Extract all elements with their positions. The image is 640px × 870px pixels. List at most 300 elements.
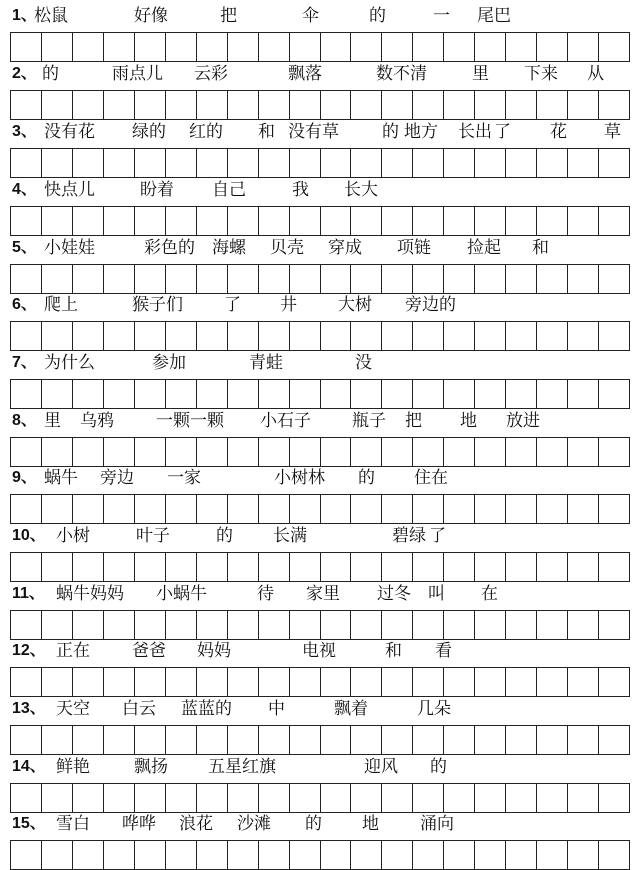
- writing-cell[interactable]: [259, 841, 290, 869]
- writing-cell[interactable]: [537, 841, 568, 869]
- writing-cell[interactable]: [166, 668, 197, 696]
- writing-cell[interactable]: [104, 841, 135, 869]
- writing-cell[interactable]: [321, 207, 352, 235]
- writing-cell[interactable]: [42, 841, 73, 869]
- writing-cell[interactable]: [351, 841, 382, 869]
- writing-cell[interactable]: [382, 726, 413, 754]
- writing-cell[interactable]: [42, 611, 73, 639]
- writing-cell[interactable]: [506, 380, 537, 408]
- writing-cell[interactable]: [104, 668, 135, 696]
- writing-cell[interactable]: [444, 495, 475, 523]
- writing-cell[interactable]: [475, 553, 506, 581]
- writing-cell[interactable]: [73, 91, 104, 119]
- writing-cell[interactable]: [166, 207, 197, 235]
- writing-cell[interactable]: [228, 265, 259, 293]
- writing-cell[interactable]: [351, 726, 382, 754]
- writing-cell[interactable]: [42, 91, 73, 119]
- writing-cell[interactable]: [259, 438, 290, 466]
- writing-cell[interactable]: [11, 149, 42, 177]
- writing-cell[interactable]: [290, 784, 321, 812]
- writing-cell[interactable]: [42, 668, 73, 696]
- writing-grid[interactable]: [10, 264, 630, 294]
- writing-cell[interactable]: [321, 380, 352, 408]
- writing-cell[interactable]: [506, 495, 537, 523]
- writing-cell[interactable]: [73, 380, 104, 408]
- writing-cell[interactable]: [599, 553, 630, 581]
- writing-cell[interactable]: [290, 149, 321, 177]
- writing-cell[interactable]: [568, 207, 599, 235]
- writing-cell[interactable]: [11, 322, 42, 350]
- writing-cell[interactable]: [475, 207, 506, 235]
- writing-cell[interactable]: [475, 726, 506, 754]
- writing-cell[interactable]: [382, 207, 413, 235]
- writing-cell[interactable]: [475, 668, 506, 696]
- writing-cell[interactable]: [197, 322, 228, 350]
- writing-cell[interactable]: [228, 553, 259, 581]
- writing-cell[interactable]: [259, 784, 290, 812]
- writing-cell[interactable]: [599, 726, 630, 754]
- writing-cell[interactable]: [11, 438, 42, 466]
- writing-cell[interactable]: [475, 495, 506, 523]
- writing-cell[interactable]: [413, 33, 444, 61]
- writing-cell[interactable]: [382, 841, 413, 869]
- writing-cell[interactable]: [11, 207, 42, 235]
- writing-cell[interactable]: [104, 265, 135, 293]
- writing-cell[interactable]: [197, 784, 228, 812]
- writing-cell[interactable]: [197, 726, 228, 754]
- writing-cell[interactable]: [599, 784, 630, 812]
- writing-cell[interactable]: [475, 33, 506, 61]
- writing-cell[interactable]: [259, 322, 290, 350]
- writing-cell[interactable]: [599, 265, 630, 293]
- writing-cell[interactable]: [599, 207, 630, 235]
- writing-cell[interactable]: [259, 726, 290, 754]
- writing-cell[interactable]: [135, 841, 166, 869]
- writing-cell[interactable]: [259, 553, 290, 581]
- writing-cell[interactable]: [259, 668, 290, 696]
- writing-cell[interactable]: [73, 438, 104, 466]
- writing-cell[interactable]: [11, 668, 42, 696]
- writing-cell[interactable]: [166, 611, 197, 639]
- writing-cell[interactable]: [166, 495, 197, 523]
- writing-cell[interactable]: [351, 495, 382, 523]
- writing-cell[interactable]: [259, 495, 290, 523]
- writing-cell[interactable]: [290, 91, 321, 119]
- writing-cell[interactable]: [351, 265, 382, 293]
- writing-cell[interactable]: [351, 33, 382, 61]
- writing-cell[interactable]: [568, 841, 599, 869]
- writing-cell[interactable]: [351, 438, 382, 466]
- writing-cell[interactable]: [568, 784, 599, 812]
- writing-cell[interactable]: [42, 265, 73, 293]
- writing-cell[interactable]: [568, 380, 599, 408]
- writing-grid[interactable]: [10, 206, 630, 236]
- writing-cell[interactable]: [475, 149, 506, 177]
- writing-cell[interactable]: [413, 322, 444, 350]
- writing-cell[interactable]: [537, 322, 568, 350]
- writing-cell[interactable]: [444, 91, 475, 119]
- writing-cell[interactable]: [259, 149, 290, 177]
- writing-cell[interactable]: [506, 553, 537, 581]
- writing-cell[interactable]: [568, 322, 599, 350]
- writing-cell[interactable]: [228, 668, 259, 696]
- writing-cell[interactable]: [537, 265, 568, 293]
- writing-cell[interactable]: [166, 91, 197, 119]
- writing-cell[interactable]: [413, 784, 444, 812]
- writing-cell[interactable]: [259, 265, 290, 293]
- writing-cell[interactable]: [382, 265, 413, 293]
- writing-cell[interactable]: [166, 438, 197, 466]
- writing-cell[interactable]: [413, 207, 444, 235]
- writing-cell[interactable]: [290, 841, 321, 869]
- writing-cell[interactable]: [413, 149, 444, 177]
- writing-cell[interactable]: [444, 553, 475, 581]
- writing-cell[interactable]: [382, 33, 413, 61]
- writing-cell[interactable]: [228, 726, 259, 754]
- writing-cell[interactable]: [73, 33, 104, 61]
- writing-cell[interactable]: [321, 726, 352, 754]
- writing-cell[interactable]: [506, 668, 537, 696]
- writing-cell[interactable]: [135, 91, 166, 119]
- writing-cell[interactable]: [568, 553, 599, 581]
- writing-cell[interactable]: [73, 207, 104, 235]
- writing-cell[interactable]: [321, 841, 352, 869]
- writing-cell[interactable]: [382, 668, 413, 696]
- writing-cell[interactable]: [599, 149, 630, 177]
- writing-cell[interactable]: [351, 207, 382, 235]
- writing-cell[interactable]: [73, 668, 104, 696]
- writing-cell[interactable]: [228, 322, 259, 350]
- writing-cell[interactable]: [135, 265, 166, 293]
- writing-cell[interactable]: [413, 380, 444, 408]
- writing-cell[interactable]: [104, 784, 135, 812]
- writing-cell[interactable]: [351, 149, 382, 177]
- writing-cell[interactable]: [197, 91, 228, 119]
- writing-cell[interactable]: [228, 380, 259, 408]
- writing-cell[interactable]: [290, 265, 321, 293]
- writing-cell[interactable]: [506, 841, 537, 869]
- writing-cell[interactable]: [11, 495, 42, 523]
- writing-cell[interactable]: [166, 553, 197, 581]
- writing-cell[interactable]: [351, 322, 382, 350]
- writing-cell[interactable]: [444, 668, 475, 696]
- writing-cell[interactable]: [135, 149, 166, 177]
- writing-grid[interactable]: [10, 610, 630, 640]
- writing-cell[interactable]: [135, 553, 166, 581]
- writing-cell[interactable]: [11, 784, 42, 812]
- writing-cell[interactable]: [444, 784, 475, 812]
- writing-grid[interactable]: [10, 321, 630, 351]
- writing-cell[interactable]: [321, 495, 352, 523]
- writing-cell[interactable]: [537, 438, 568, 466]
- writing-cell[interactable]: [259, 611, 290, 639]
- writing-cell[interactable]: [73, 149, 104, 177]
- writing-cell[interactable]: [537, 149, 568, 177]
- writing-cell[interactable]: [599, 91, 630, 119]
- writing-cell[interactable]: [290, 668, 321, 696]
- writing-cell[interactable]: [228, 149, 259, 177]
- writing-cell[interactable]: [599, 322, 630, 350]
- writing-cell[interactable]: [135, 438, 166, 466]
- writing-cell[interactable]: [475, 784, 506, 812]
- writing-cell[interactable]: [475, 380, 506, 408]
- writing-cell[interactable]: [104, 207, 135, 235]
- writing-cell[interactable]: [135, 495, 166, 523]
- writing-cell[interactable]: [290, 495, 321, 523]
- writing-cell[interactable]: [11, 611, 42, 639]
- writing-cell[interactable]: [537, 668, 568, 696]
- writing-cell[interactable]: [568, 438, 599, 466]
- writing-cell[interactable]: [506, 438, 537, 466]
- writing-cell[interactable]: [42, 495, 73, 523]
- writing-cell[interactable]: [135, 380, 166, 408]
- writing-grid[interactable]: [10, 783, 630, 813]
- writing-cell[interactable]: [599, 380, 630, 408]
- writing-cell[interactable]: [11, 91, 42, 119]
- writing-cell[interactable]: [73, 611, 104, 639]
- writing-cell[interactable]: [382, 149, 413, 177]
- writing-cell[interactable]: [413, 91, 444, 119]
- writing-cell[interactable]: [166, 380, 197, 408]
- writing-cell[interactable]: [228, 91, 259, 119]
- writing-cell[interactable]: [166, 33, 197, 61]
- writing-cell[interactable]: [11, 553, 42, 581]
- writing-cell[interactable]: [382, 91, 413, 119]
- writing-cell[interactable]: [228, 207, 259, 235]
- writing-cell[interactable]: [290, 322, 321, 350]
- writing-cell[interactable]: [506, 91, 537, 119]
- writing-cell[interactable]: [42, 380, 73, 408]
- writing-cell[interactable]: [135, 322, 166, 350]
- writing-grid[interactable]: [10, 437, 630, 467]
- writing-cell[interactable]: [506, 784, 537, 812]
- writing-cell[interactable]: [475, 322, 506, 350]
- writing-cell[interactable]: [351, 553, 382, 581]
- writing-grid[interactable]: [10, 379, 630, 409]
- writing-cell[interactable]: [42, 784, 73, 812]
- writing-cell[interactable]: [42, 207, 73, 235]
- writing-cell[interactable]: [197, 841, 228, 869]
- writing-cell[interactable]: [104, 553, 135, 581]
- writing-cell[interactable]: [135, 611, 166, 639]
- writing-cell[interactable]: [351, 91, 382, 119]
- writing-cell[interactable]: [382, 438, 413, 466]
- writing-cell[interactable]: [568, 149, 599, 177]
- writing-cell[interactable]: [42, 33, 73, 61]
- writing-cell[interactable]: [290, 207, 321, 235]
- writing-cell[interactable]: [166, 265, 197, 293]
- writing-grid[interactable]: [10, 90, 630, 120]
- writing-grid[interactable]: [10, 494, 630, 524]
- writing-cell[interactable]: [197, 265, 228, 293]
- writing-cell[interactable]: [197, 380, 228, 408]
- writing-cell[interactable]: [506, 33, 537, 61]
- writing-cell[interactable]: [104, 322, 135, 350]
- writing-cell[interactable]: [537, 553, 568, 581]
- writing-cell[interactable]: [537, 91, 568, 119]
- writing-cell[interactable]: [73, 495, 104, 523]
- writing-cell[interactable]: [42, 553, 73, 581]
- writing-cell[interactable]: [506, 726, 537, 754]
- writing-cell[interactable]: [42, 726, 73, 754]
- writing-cell[interactable]: [135, 784, 166, 812]
- writing-cell[interactable]: [104, 438, 135, 466]
- writing-cell[interactable]: [321, 553, 352, 581]
- writing-cell[interactable]: [321, 438, 352, 466]
- writing-cell[interactable]: [444, 438, 475, 466]
- writing-cell[interactable]: [228, 784, 259, 812]
- writing-cell[interactable]: [351, 668, 382, 696]
- writing-cell[interactable]: [228, 495, 259, 523]
- writing-cell[interactable]: [413, 726, 444, 754]
- writing-cell[interactable]: [413, 438, 444, 466]
- writing-cell[interactable]: [537, 495, 568, 523]
- writing-cell[interactable]: [104, 91, 135, 119]
- writing-cell[interactable]: [568, 668, 599, 696]
- writing-cell[interactable]: [506, 265, 537, 293]
- writing-cell[interactable]: [228, 33, 259, 61]
- writing-cell[interactable]: [351, 380, 382, 408]
- writing-cell[interactable]: [290, 438, 321, 466]
- writing-cell[interactable]: [104, 380, 135, 408]
- writing-cell[interactable]: [135, 668, 166, 696]
- writing-cell[interactable]: [506, 322, 537, 350]
- writing-cell[interactable]: [259, 91, 290, 119]
- writing-grid[interactable]: [10, 840, 630, 870]
- writing-cell[interactable]: [568, 265, 599, 293]
- writing-cell[interactable]: [413, 841, 444, 869]
- writing-cell[interactable]: [413, 668, 444, 696]
- writing-cell[interactable]: [197, 553, 228, 581]
- writing-cell[interactable]: [259, 380, 290, 408]
- writing-cell[interactable]: [413, 553, 444, 581]
- writing-cell[interactable]: [351, 784, 382, 812]
- writing-cell[interactable]: [351, 611, 382, 639]
- writing-cell[interactable]: [11, 33, 42, 61]
- writing-cell[interactable]: [11, 265, 42, 293]
- writing-cell[interactable]: [73, 784, 104, 812]
- writing-cell[interactable]: [568, 726, 599, 754]
- writing-cell[interactable]: [599, 33, 630, 61]
- writing-grid[interactable]: [10, 552, 630, 582]
- writing-cell[interactable]: [568, 611, 599, 639]
- writing-cell[interactable]: [42, 438, 73, 466]
- writing-cell[interactable]: [382, 322, 413, 350]
- writing-cell[interactable]: [413, 611, 444, 639]
- writing-cell[interactable]: [537, 380, 568, 408]
- writing-cell[interactable]: [290, 611, 321, 639]
- writing-cell[interactable]: [166, 841, 197, 869]
- writing-cell[interactable]: [444, 265, 475, 293]
- writing-cell[interactable]: [537, 33, 568, 61]
- writing-cell[interactable]: [197, 438, 228, 466]
- writing-cell[interactable]: [11, 841, 42, 869]
- writing-cell[interactable]: [475, 438, 506, 466]
- writing-cell[interactable]: [537, 726, 568, 754]
- writing-cell[interactable]: [11, 726, 42, 754]
- writing-cell[interactable]: [73, 553, 104, 581]
- writing-cell[interactable]: [73, 841, 104, 869]
- writing-cell[interactable]: [104, 726, 135, 754]
- writing-cell[interactable]: [537, 784, 568, 812]
- writing-cell[interactable]: [382, 784, 413, 812]
- writing-cell[interactable]: [382, 495, 413, 523]
- writing-cell[interactable]: [568, 33, 599, 61]
- writing-cell[interactable]: [228, 841, 259, 869]
- writing-cell[interactable]: [444, 380, 475, 408]
- writing-cell[interactable]: [413, 265, 444, 293]
- writing-cell[interactable]: [73, 322, 104, 350]
- writing-cell[interactable]: [568, 495, 599, 523]
- writing-cell[interactable]: [599, 495, 630, 523]
- writing-cell[interactable]: [104, 611, 135, 639]
- writing-cell[interactable]: [382, 611, 413, 639]
- writing-cell[interactable]: [599, 668, 630, 696]
- writing-cell[interactable]: [290, 553, 321, 581]
- writing-cell[interactable]: [197, 668, 228, 696]
- writing-cell[interactable]: [197, 207, 228, 235]
- writing-cell[interactable]: [321, 668, 352, 696]
- writing-grid[interactable]: [10, 725, 630, 755]
- writing-cell[interactable]: [166, 726, 197, 754]
- writing-cell[interactable]: [11, 380, 42, 408]
- writing-cell[interactable]: [475, 265, 506, 293]
- writing-cell[interactable]: [197, 149, 228, 177]
- writing-cell[interactable]: [166, 149, 197, 177]
- writing-cell[interactable]: [73, 726, 104, 754]
- writing-cell[interactable]: [166, 784, 197, 812]
- writing-cell[interactable]: [321, 784, 352, 812]
- writing-cell[interactable]: [321, 611, 352, 639]
- writing-cell[interactable]: [475, 91, 506, 119]
- writing-grid[interactable]: [10, 667, 630, 697]
- writing-grid[interactable]: [10, 32, 630, 62]
- writing-cell[interactable]: [135, 207, 166, 235]
- writing-cell[interactable]: [321, 322, 352, 350]
- writing-cell[interactable]: [290, 726, 321, 754]
- writing-grid[interactable]: [10, 148, 630, 178]
- writing-cell[interactable]: [599, 611, 630, 639]
- writing-cell[interactable]: [135, 33, 166, 61]
- writing-cell[interactable]: [228, 611, 259, 639]
- writing-cell[interactable]: [475, 611, 506, 639]
- writing-cell[interactable]: [321, 91, 352, 119]
- writing-cell[interactable]: [166, 322, 197, 350]
- writing-cell[interactable]: [197, 611, 228, 639]
- writing-cell[interactable]: [228, 438, 259, 466]
- writing-cell[interactable]: [444, 726, 475, 754]
- writing-cell[interactable]: [506, 611, 537, 639]
- writing-cell[interactable]: [537, 207, 568, 235]
- writing-cell[interactable]: [444, 322, 475, 350]
- writing-cell[interactable]: [382, 380, 413, 408]
- writing-cell[interactable]: [475, 841, 506, 869]
- writing-cell[interactable]: [321, 265, 352, 293]
- writing-cell[interactable]: [537, 611, 568, 639]
- writing-cell[interactable]: [259, 207, 290, 235]
- writing-cell[interactable]: [444, 841, 475, 869]
- writing-cell[interactable]: [321, 33, 352, 61]
- writing-cell[interactable]: [197, 33, 228, 61]
- writing-cell[interactable]: [104, 149, 135, 177]
- writing-cell[interactable]: [413, 495, 444, 523]
- writing-cell[interactable]: [382, 553, 413, 581]
- writing-cell[interactable]: [42, 322, 73, 350]
- writing-cell[interactable]: [290, 380, 321, 408]
- writing-cell[interactable]: [321, 149, 352, 177]
- writing-cell[interactable]: [104, 495, 135, 523]
- writing-cell[interactable]: [42, 149, 73, 177]
